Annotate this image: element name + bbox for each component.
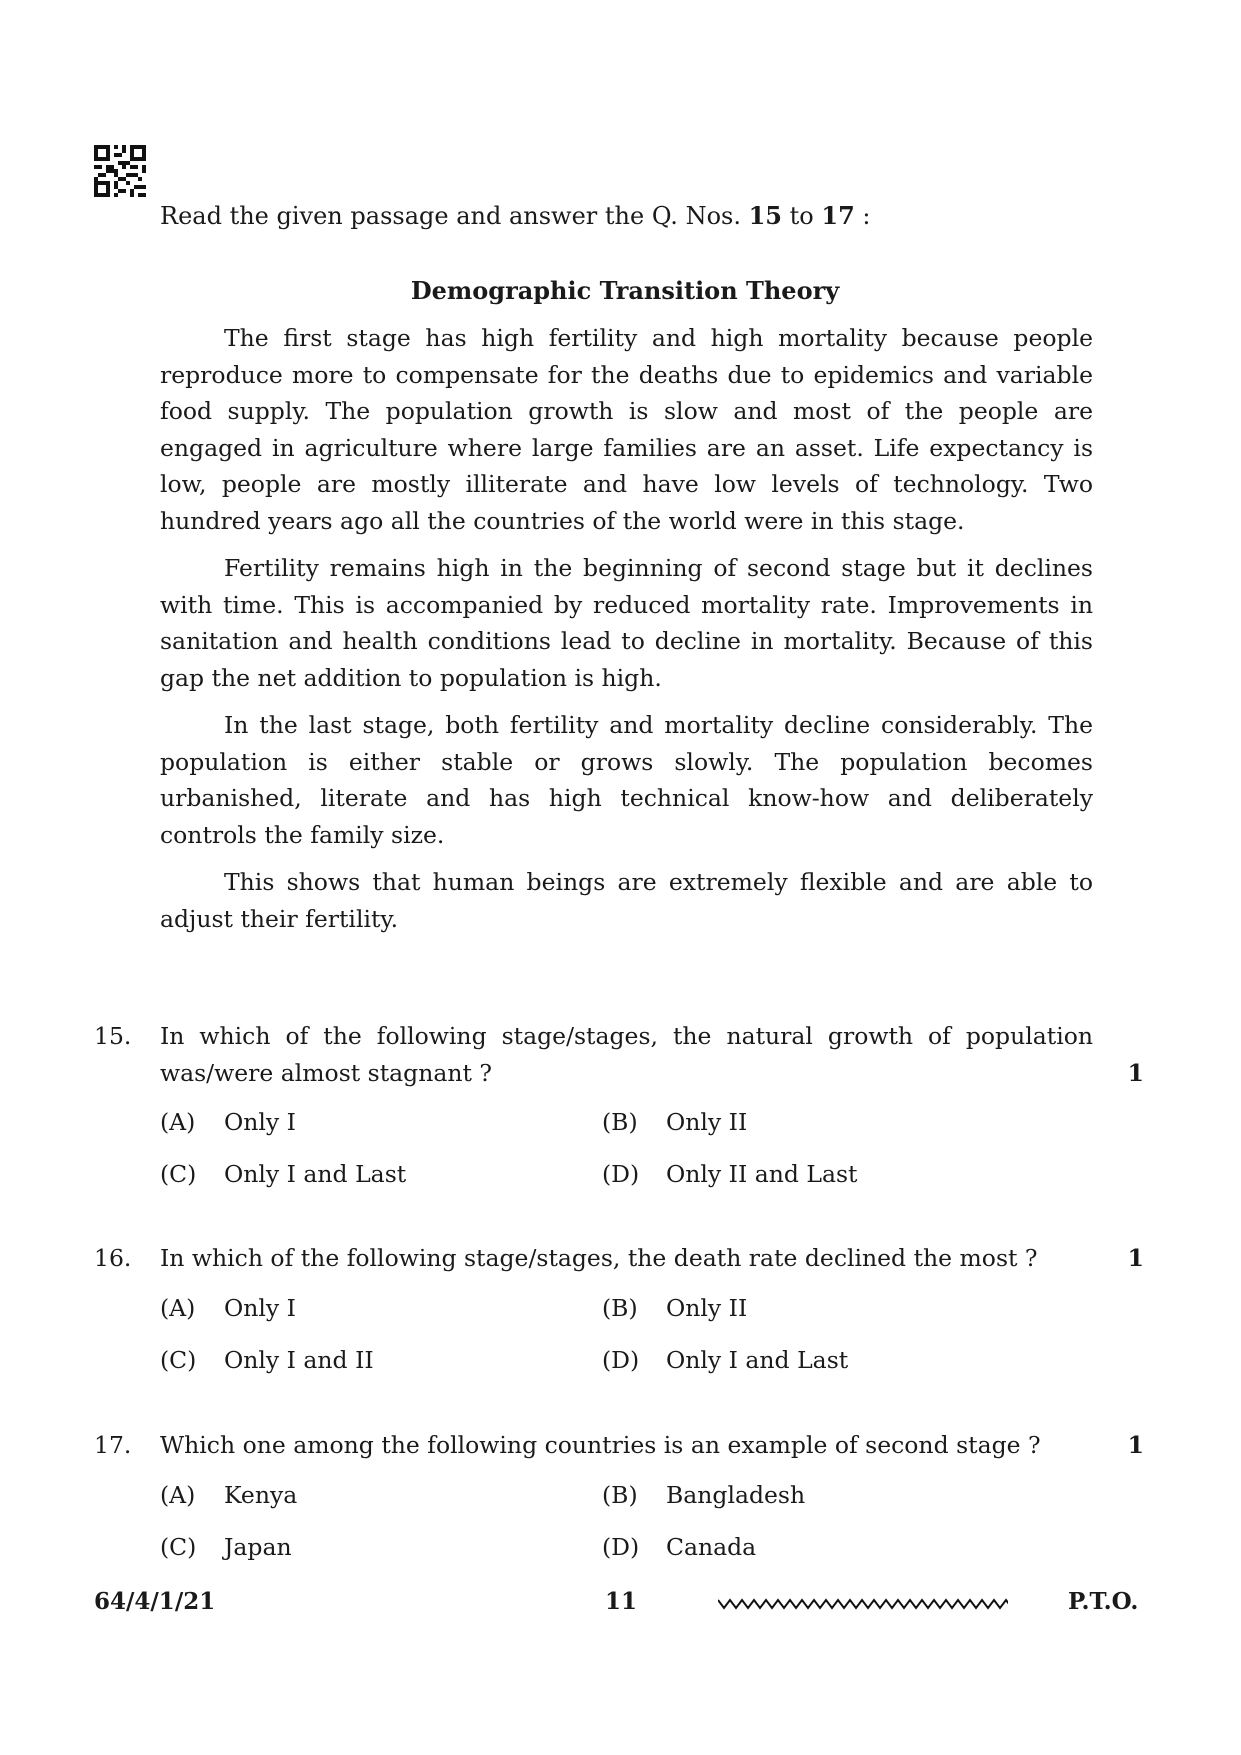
question-marks: 1 xyxy=(1127,1058,1144,1087)
option-label: (B) xyxy=(602,1293,638,1322)
wavy-line-icon xyxy=(718,1596,1008,1612)
qr-code-icon xyxy=(94,145,146,197)
option-text: Canada xyxy=(666,1532,757,1561)
question-text: Which one among the following countries is an example of second stage ? xyxy=(160,1431,1041,1459)
instruction-to: 17 xyxy=(821,201,855,230)
question-text: In which of the following stage/stages, the natural growth of population was/were almost stagnant ? xyxy=(160,1022,1093,1087)
option-b[interactable] xyxy=(602,1104,747,1140)
option-text: Only I xyxy=(224,1293,296,1322)
option-c[interactable] xyxy=(160,1342,374,1378)
option-d[interactable] xyxy=(602,1529,756,1565)
option-label: (D) xyxy=(602,1160,640,1188)
passage-instruction xyxy=(160,198,1090,234)
question-text: In which of the following stage/stages, the death rate declined the most ? xyxy=(160,1244,1038,1272)
question-16 xyxy=(94,1240,1144,1394)
option-label: (D) xyxy=(602,1532,640,1561)
option-label: (C) xyxy=(160,1345,197,1374)
option-text: Only II xyxy=(666,1108,748,1136)
option-label: (D) xyxy=(602,1345,640,1374)
option-b[interactable] xyxy=(602,1290,747,1326)
paragraph-4: This shows that human beings are extremely flexible and are able to adjust their fertility. xyxy=(160,868,1093,933)
paragraph-2: Fertility remains high in the beginning of second stage but it declines with time. This is accompanied by reduced mortality rate. Improvements in sanitation and health conditions lead to decline in mortality. Because of this gap the net addition to population is high. xyxy=(160,554,1093,692)
options xyxy=(160,1477,1144,1581)
option-d[interactable] xyxy=(602,1156,857,1192)
option-text: Kenya xyxy=(224,1480,298,1509)
question-number: 16. xyxy=(94,1244,132,1272)
option-label: (C) xyxy=(160,1532,197,1561)
option-text: Japan xyxy=(224,1532,292,1561)
option-label: (A) xyxy=(160,1108,196,1136)
pto-label: P.T.O. xyxy=(1068,1588,1139,1615)
option-label: (C) xyxy=(160,1160,197,1188)
option-text: Only I xyxy=(224,1108,296,1136)
option-d[interactable] xyxy=(602,1342,848,1378)
option-a[interactable] xyxy=(160,1477,297,1513)
question-number: 17. xyxy=(94,1431,132,1459)
option-text: Only I and II xyxy=(224,1345,374,1374)
paragraph-1: The first stage has high fertility and high mortality because people reproduce more to compensate for the deaths due to epidemics and variable food supply. The population growth is slow and most of the people are engaged in agriculture where large families are an asset. Life expectancy is low, people are mostly illiterate and have low levels of technology. Two hundred years ago all the countries of the world were in this stage. xyxy=(160,324,1093,535)
page-number: 11 xyxy=(605,1588,638,1615)
paragraph-3: In the last stage, both fertility and mortality decline considerably. The population is either stable or grows slowly. The population becomes urbanished, literate and has high technical know-how and deliberately controls the family size. xyxy=(160,711,1093,849)
option-text: Only II and Last xyxy=(666,1160,858,1188)
option-text: Only II xyxy=(666,1293,748,1322)
option-text: Only I and Last xyxy=(666,1345,849,1374)
passage-title: Demographic Transition Theory xyxy=(410,276,840,305)
option-b[interactable] xyxy=(602,1477,805,1513)
option-label: (A) xyxy=(160,1480,196,1509)
options xyxy=(160,1104,1144,1208)
question-number: 15. xyxy=(94,1022,132,1050)
option-a[interactable] xyxy=(160,1290,296,1326)
instruction-suffix: : xyxy=(854,202,871,230)
option-label: (B) xyxy=(602,1108,638,1136)
paper-code: 64/4/1/21 xyxy=(94,1588,216,1615)
question-marks: 1 xyxy=(1127,1244,1144,1272)
question-17 xyxy=(94,1427,1144,1581)
option-c[interactable] xyxy=(160,1529,292,1565)
question-marks: 1 xyxy=(1127,1431,1144,1459)
question-15 xyxy=(94,1018,1144,1208)
instruction-prefix: Read the given passage and answer the Q. Nos. xyxy=(160,202,741,230)
passage-body xyxy=(160,320,1093,948)
option-text: Only I and Last xyxy=(224,1160,407,1188)
option-a[interactable] xyxy=(160,1104,296,1140)
options xyxy=(160,1290,1144,1394)
option-c[interactable] xyxy=(160,1156,406,1192)
instruction-mid: to xyxy=(789,202,814,230)
instruction-from: 15 xyxy=(748,201,783,230)
option-label: (A) xyxy=(160,1293,196,1322)
option-label: (B) xyxy=(602,1480,638,1509)
option-text: Bangladesh xyxy=(666,1480,806,1509)
